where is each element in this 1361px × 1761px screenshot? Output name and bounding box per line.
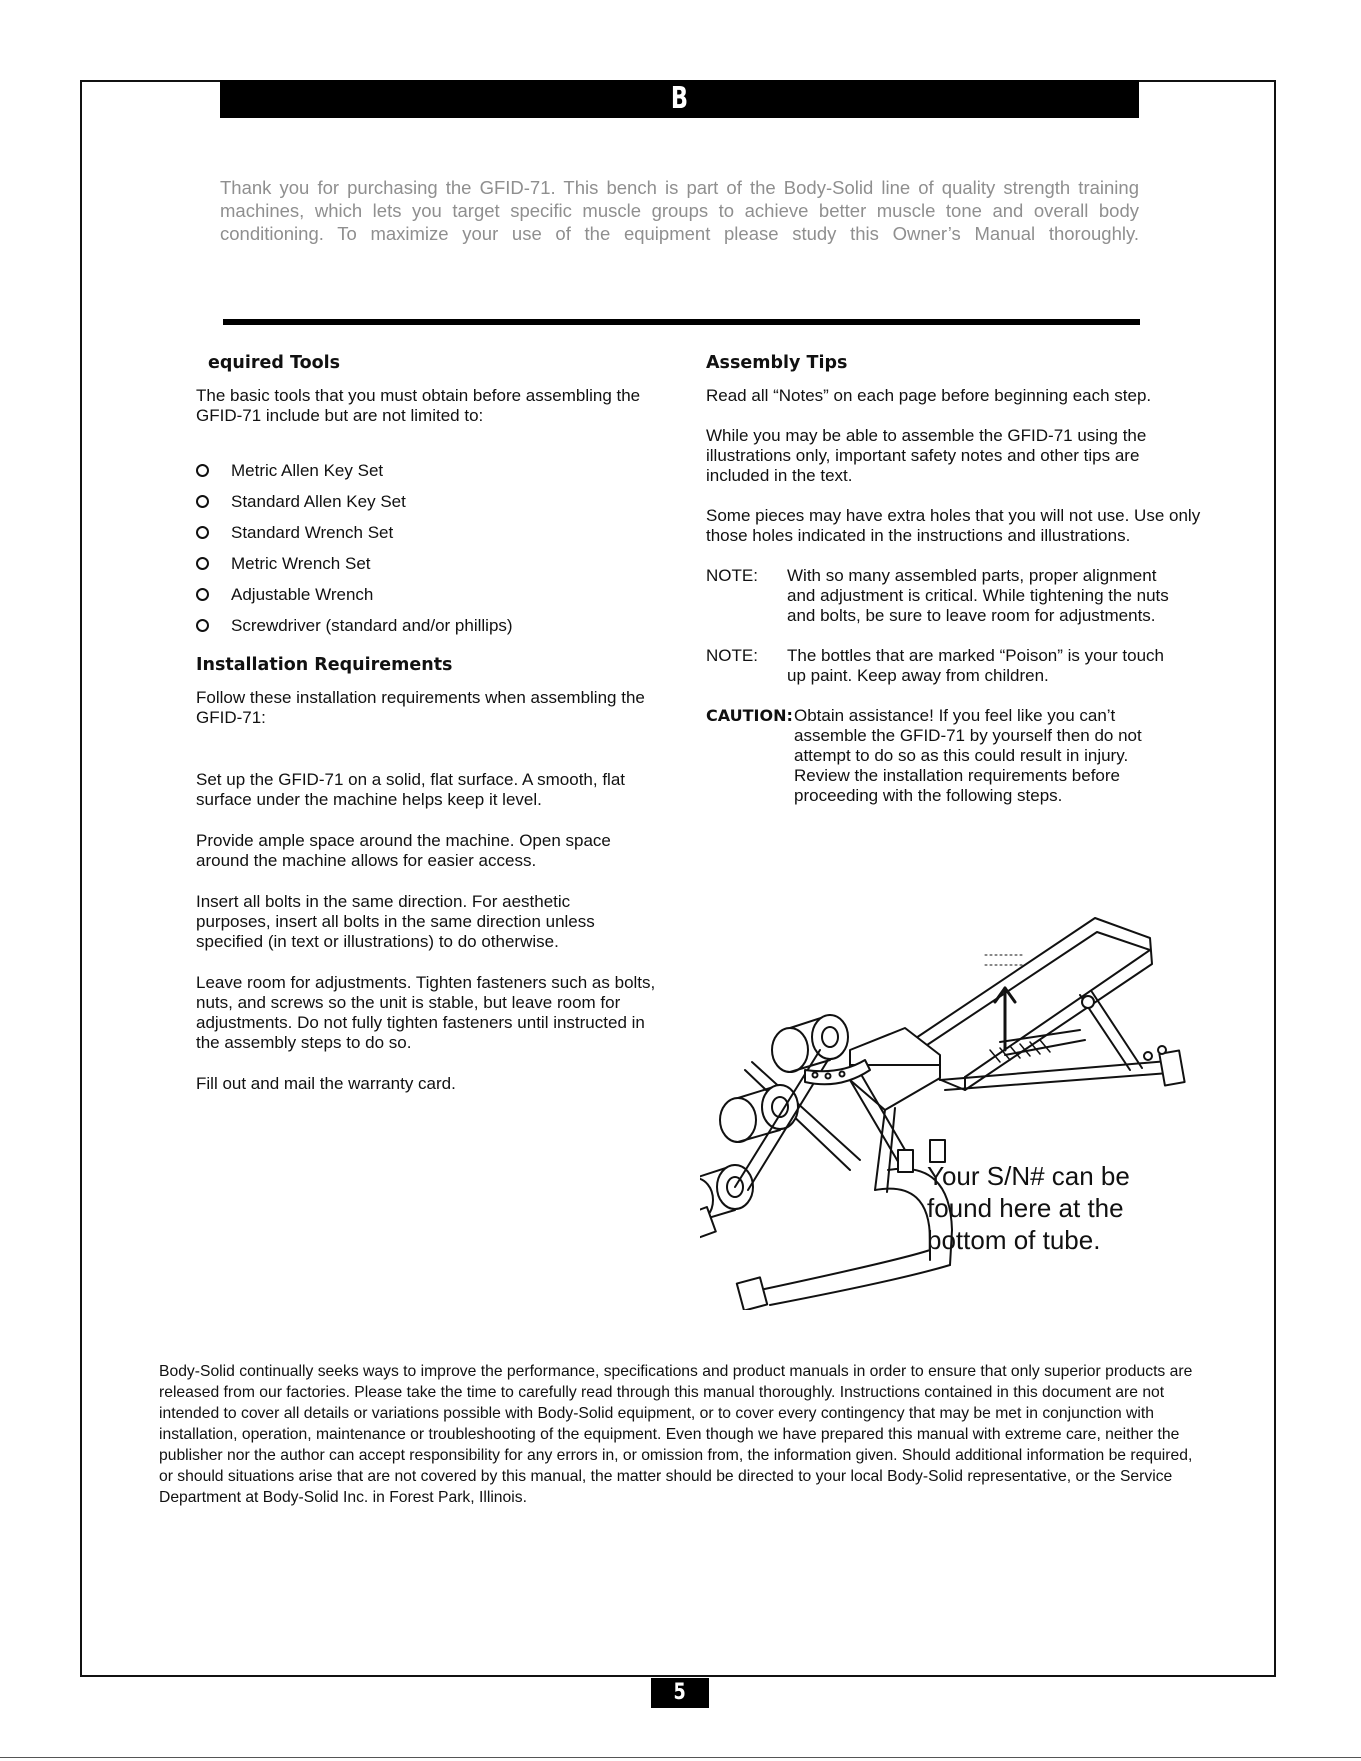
list-item xyxy=(196,579,676,610)
tool-label: Standard Wrench Set xyxy=(231,522,394,542)
left-column xyxy=(196,352,676,1094)
circle-bullet-icon xyxy=(196,588,209,601)
assembly-tips-heading: Assembly Tips xyxy=(706,353,848,373)
page-number-box xyxy=(651,1678,709,1708)
assembly-tip: Read all “Notes” on each page before beginning each step. xyxy=(706,386,1152,405)
tool-label: Adjustable Wrench xyxy=(231,584,374,604)
right-column xyxy=(706,352,1206,806)
circle-bullet-icon xyxy=(196,464,209,477)
section-header-bar xyxy=(220,80,1139,118)
tool-label: Metric Allen Key Set xyxy=(231,460,384,480)
note-block xyxy=(706,646,1206,686)
caution-label: CAUTION: xyxy=(706,706,793,725)
list-item xyxy=(196,486,676,517)
installation-item: Set up the GFID-71 on a solid, flat surface. A smooth, flat surface under the machine helps keep it level. xyxy=(196,770,626,809)
serial-number-callout xyxy=(927,1160,1130,1256)
circle-bullet-icon xyxy=(196,526,209,539)
callout-line: Your S/N# can be xyxy=(927,1161,1130,1191)
tool-label: Screwdriver (standard and/or phillips) xyxy=(231,615,513,635)
note-label: NOTE: xyxy=(706,646,758,665)
tools-list xyxy=(196,455,676,641)
list-item xyxy=(196,455,676,486)
caution-text: Obtain assistance! If you feel like you can’t assemble the GFID-71 by yourself then do not attempt to do so as this could result in injury. Review the installation requirements before proceeding with the following steps. xyxy=(794,706,1142,805)
installation-item: Insert all bolts in the same direction. For aesthetic purposes, insert all bolts in the same direction unless specified (in text or illustrations) to do otherwise. xyxy=(196,892,595,951)
callout-line: bottom of tube. xyxy=(927,1225,1101,1255)
leg-rollers xyxy=(700,1015,848,1239)
assembly-tip: Some pieces may have extra holes that you will not use. Use only those holes indicated in the instructions and illustrations. xyxy=(706,506,1201,545)
required-tools-heading: equired Tools xyxy=(208,353,341,373)
intro-line: conditioning. To maximize your use of the equipment please study this Owner’s Manual thoroughly. xyxy=(220,223,1139,244)
section-divider xyxy=(223,319,1140,325)
backrest-pad xyxy=(910,918,1152,1090)
required-tools-intro: The basic tools that you must obtain before assembling the GFID-71 include but are not limited to: xyxy=(196,386,641,425)
note-text: With so many assembled parts, proper alignment and adjustment is critical. While tightening the nuts and bolts, be sure to leave room for adjustments. xyxy=(787,566,1169,625)
circle-bullet-icon xyxy=(196,495,209,508)
assembly-tip: While you may be able to assemble the GFID-71 using the illustrations only, important safety notes and other tips are included in the text. xyxy=(706,426,1147,485)
intro-line: Thank you for purchasing the GFID-71. This bench is part of the Body-Solid line of quality strength training xyxy=(220,177,1139,198)
installation-item: Fill out and mail the warranty card. xyxy=(196,1074,456,1093)
section-title: B xyxy=(670,81,689,116)
note-block xyxy=(706,566,1206,626)
installation-item: Leave room for adjustments. Tighten fasteners such as bolts, nuts, and screws so the unit is stable, but leave room for adjustments. Do not fully tighten fasteners until instructed in the assembly steps to do so. xyxy=(196,973,656,1052)
circle-bullet-icon xyxy=(196,619,209,632)
page-number: 5 xyxy=(673,1680,687,1705)
tool-label: Standard Allen Key Set xyxy=(231,491,406,511)
tool-label: Metric Wrench Set xyxy=(231,553,371,573)
installation-intro: Follow these installation requirements when assembling the GFID-71: xyxy=(196,688,645,727)
note-text: The bottles that are marked “Poison” is your touch up paint. Keep away from children. xyxy=(787,646,1165,685)
bottom-edge-line xyxy=(0,1757,1361,1758)
caution-block xyxy=(706,706,1206,806)
list-item xyxy=(196,517,676,548)
serial-location-marker xyxy=(985,955,1025,965)
circle-bullet-icon xyxy=(196,557,209,570)
note-label: NOTE: xyxy=(706,566,758,585)
installation-heading: Installation Requirements xyxy=(196,655,453,675)
intro-paragraph xyxy=(220,176,1139,245)
intro-line: machines, which lets you target specific muscle groups to achieve better muscle tone and overall body xyxy=(220,200,1139,221)
installation-item: Provide ample space around the machine. Open space around the machine allows for easier access. xyxy=(196,831,611,870)
list-item xyxy=(196,610,676,641)
list-item xyxy=(196,548,676,579)
disclaimer-paragraph: Body-Solid continually seeks ways to improve the performance, specifications and product manuals in order to ensure that only superior products are released from our factories. Please take the time to carefully read through this manual thoroughly. Instructions contained in this document are not intended to cover all details or variations possible with Body-Solid equipment, or to cover every contingency that may be met in conjunction with installation, operation, maintenance or troubleshooting of the equipment. Even though we have prepared this manual with extreme care, neither the publisher nor the author can accept responsibility for any errors in, or omission from, the information given. Should additional information be required, or should situations arise that are not covered by this manual, the matter should be directed to your local Body-Solid representative, or the Service Department at Body-Solid Inc. in Forest Park, Illinois. xyxy=(159,1363,1193,1506)
callout-line: found here at the xyxy=(927,1193,1124,1223)
